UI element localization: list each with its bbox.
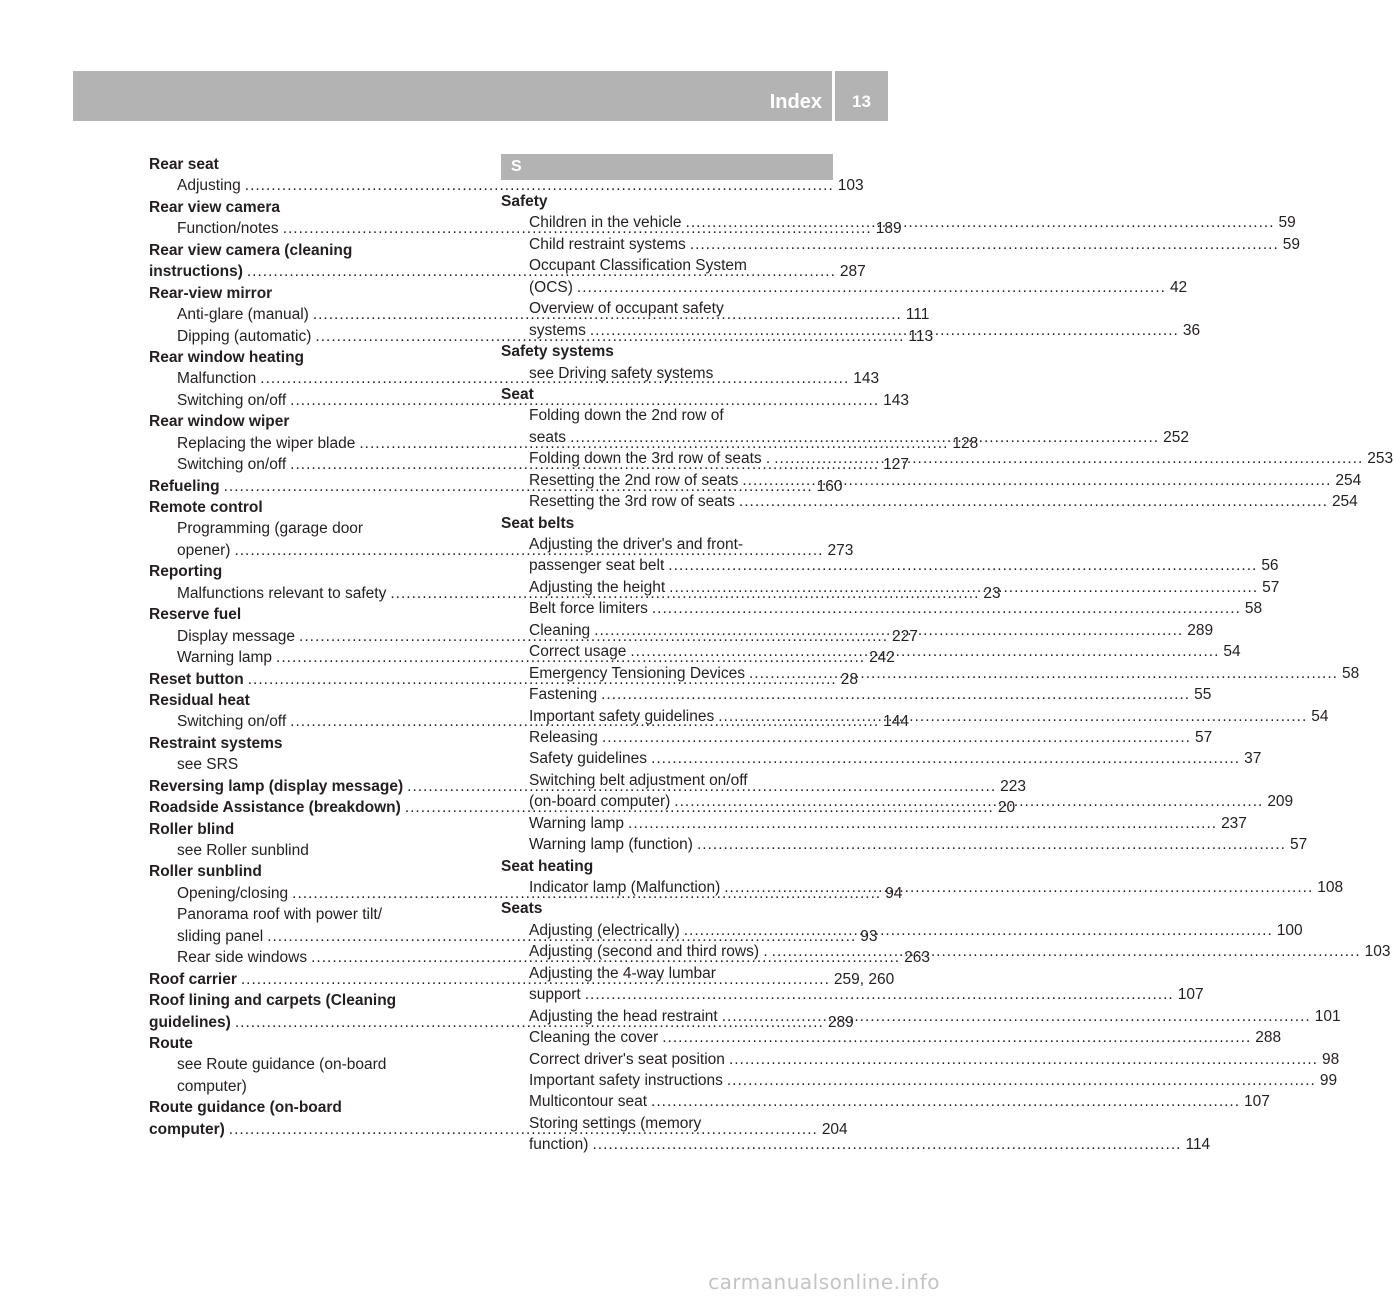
entry-text: support — [529, 986, 581, 1004]
section-letter: S — [511, 158, 522, 175]
entry-text: Occupant Classification System — [529, 257, 747, 275]
entry-text: Roller sunblind — [149, 863, 262, 881]
entry-text: Panorama roof with power tilt/ — [177, 906, 383, 924]
entry-text: Correct driver's seat position — [529, 1050, 725, 1068]
entry-text: Indicator lamp (Malfunction) — [529, 879, 721, 896]
leader-dots — [588, 1134, 1185, 1155]
index-subentry — [501, 813, 1247, 834]
entry-text: Function/notes — [177, 220, 279, 238]
entry-text: Remote control — [149, 499, 263, 516]
entry-text: Releasing — [529, 728, 598, 746]
page-reference: 127 — [883, 456, 910, 474]
entry-text: Warning lamp (function) — [529, 836, 693, 854]
page-reference: 58 — [1244, 600, 1263, 618]
leader-dots — [714, 706, 1311, 727]
entry-text: Dipping (automatic) — [177, 327, 312, 345]
entry-text: Display message — [177, 627, 296, 645]
leader-dots — [670, 791, 1267, 812]
entry-text: function) — [529, 1136, 589, 1154]
index-heading — [149, 1097, 479, 1118]
entry-text: Adjusting (second and third rows) . — [529, 943, 768, 961]
index-subentry — [501, 1091, 1270, 1112]
entry-text: systems — [529, 321, 586, 339]
entry-text: Warning lamp — [529, 814, 625, 832]
page-reference: 56 — [1261, 557, 1279, 575]
index-subentry — [501, 277, 1188, 298]
entry-text: Emergency Tensioning Devices — [529, 664, 745, 682]
entry-text: Malfunctions relevant to safety — [177, 584, 387, 602]
entry-text: Anti-glare (manual) — [177, 306, 309, 324]
page-reference: 20 — [997, 799, 1016, 817]
page-reference: 55 — [1194, 686, 1212, 704]
index-heading — [149, 497, 479, 518]
index-subentry — [501, 405, 833, 426]
entry-text: Adjusting — [177, 177, 241, 195]
entry-text: Seat belts — [501, 514, 575, 532]
page-reference: 99 — [1319, 1071, 1338, 1089]
leader-dots — [768, 941, 1365, 962]
watermark: carmanualsonline.info — [708, 1270, 940, 1294]
leader-dots — [718, 1006, 1315, 1027]
entry-text: Refueling — [149, 477, 220, 495]
index-heading — [149, 347, 479, 368]
index-subentry — [501, 491, 1358, 512]
leader-dots — [745, 663, 1342, 684]
page-reference: 111 — [905, 306, 930, 324]
entry-text: Safety systems — [501, 343, 614, 361]
page-reference: 54 — [1311, 707, 1329, 725]
entry-text: Replacing the wiper blade — [177, 434, 356, 452]
entry-text: Rear view camera — [149, 198, 280, 216]
index-subentry — [149, 1054, 479, 1075]
entry-text: Route — [149, 1034, 193, 1052]
leader-dots — [664, 555, 1261, 576]
entry-text: (on-board computer) — [529, 793, 671, 811]
entry-text: Fastening — [529, 686, 598, 704]
page-reference: 107 — [1244, 1093, 1270, 1111]
page-number: 13 — [852, 92, 871, 111]
index-subentry — [501, 1134, 1211, 1155]
page-reference: 143 — [883, 391, 910, 409]
leader-dots — [723, 1070, 1320, 1091]
entry-text: Route guidance (on-board — [149, 1099, 342, 1117]
entry-text: Roller blind — [149, 820, 235, 838]
page-reference: 223 — [1000, 777, 1027, 795]
entry-text: Rear window heating — [149, 348, 305, 366]
page-reference: 57 — [1262, 578, 1280, 596]
leader-dots — [725, 1049, 1322, 1070]
entry-text: Child restraint systems — [529, 235, 686, 253]
entry-text: see Route guidance (on-board — [177, 1056, 387, 1074]
entry-text: Storing settings (memory — [529, 1114, 702, 1132]
entry-text: Cleaning the cover — [529, 1029, 659, 1047]
index-subentry — [149, 754, 479, 775]
entry-text: Rear side windows — [177, 949, 308, 967]
entry-text: Roof carrier — [149, 970, 237, 988]
page-reference: 227 — [892, 627, 918, 645]
page-reference: 103 — [1364, 943, 1391, 961]
page-reference: 143 — [853, 370, 880, 388]
index-subentry — [501, 1049, 1340, 1070]
entry-text: guidelines) — [149, 1013, 231, 1031]
entry-text: see Roller sunblind — [177, 842, 309, 859]
index-subentry — [501, 684, 1212, 705]
index-subentry — [149, 904, 479, 925]
page-reference: 209 — [1267, 793, 1294, 811]
page-reference: 160 — [816, 477, 843, 495]
index-subentry — [501, 984, 1204, 1005]
page-reference: 273 — [827, 541, 854, 559]
leader-dots — [648, 598, 1245, 619]
entry-text: passenger seat belt — [529, 557, 665, 575]
entry-text: Multicontour seat — [529, 1093, 648, 1111]
index-heading — [501, 513, 833, 534]
leader-dots — [658, 1027, 1255, 1048]
index-heading — [501, 191, 833, 212]
leader-dots — [738, 470, 1335, 491]
page-reference: 113 — [908, 327, 934, 345]
entry-text: Malfunction — [177, 370, 257, 388]
index-heading — [149, 819, 479, 840]
page-reference: 289 — [1187, 621, 1214, 639]
entry-text: Reserve fuel — [149, 606, 242, 624]
index-heading — [501, 898, 833, 919]
page-reference: 58 — [1341, 664, 1360, 682]
index-heading — [149, 604, 479, 625]
entry-text: Programming (garage door — [177, 520, 364, 538]
entry-text: Seats — [501, 900, 543, 918]
index-subentry — [149, 518, 479, 539]
entry-text: Adjusting the 4-way lumbar — [529, 964, 716, 982]
page-reference: 144 — [883, 713, 910, 731]
header-bar — [73, 71, 888, 121]
index-heading — [149, 154, 479, 175]
index-subentry — [149, 840, 479, 861]
leader-dots — [693, 834, 1290, 855]
index-heading — [149, 240, 479, 261]
index-subentry — [501, 1070, 1338, 1091]
entry-text: Safety guidelines — [529, 750, 648, 768]
entry-text: Roof lining and carpets (Cleaning — [149, 992, 397, 1010]
index-subentry — [501, 727, 1213, 748]
index-heading — [149, 861, 479, 882]
index-subentry — [501, 234, 1301, 255]
leader-dots — [598, 727, 1195, 748]
index-subentry — [149, 1076, 479, 1097]
entry-text: Important safety guidelines — [529, 707, 715, 725]
leader-dots — [680, 920, 1277, 941]
leader-dots — [682, 212, 1279, 233]
page-reference: 59 — [1282, 235, 1301, 253]
page-reference: 114 — [1185, 1136, 1211, 1154]
page-reference: 54 — [1223, 643, 1241, 661]
entry-text: Adjusting the head restraint — [529, 1007, 718, 1025]
entry-text: Adjusting the height — [529, 578, 666, 596]
index-subentry — [501, 298, 833, 319]
entry-text: Adjusting (electrically) — [529, 921, 680, 939]
entry-text: sliding panel — [177, 927, 264, 945]
page-reference: 252 — [1163, 428, 1189, 446]
entry-text: Restraint systems — [149, 734, 283, 752]
index-subentry — [501, 791, 1294, 812]
page-reference: 263 — [904, 949, 930, 967]
page-reference: 128 — [952, 434, 979, 452]
entry-text: computer) — [149, 1120, 225, 1138]
page-reference: 204 — [821, 1120, 848, 1138]
leader-dots — [566, 427, 1163, 448]
page-reference: 36 — [1182, 321, 1201, 339]
entry-text: computer) — [177, 1077, 247, 1095]
entry-text: Important safety instructions — [529, 1071, 723, 1089]
entry-text: Seat — [501, 385, 534, 403]
page-reference: 28 — [840, 670, 858, 688]
leader-dots — [770, 448, 1367, 469]
index-subentry — [501, 555, 1279, 576]
page-reference: 59 — [1278, 214, 1296, 232]
index-heading — [149, 283, 479, 304]
page-reference: 23 — [983, 584, 1001, 602]
entry-text: Children in the vehicle — [529, 214, 682, 232]
leader-dots — [665, 577, 1262, 598]
index-subentry — [501, 770, 833, 791]
index-heading — [149, 411, 479, 432]
page-reference: 94 — [885, 884, 903, 902]
index-subentry — [501, 598, 1263, 619]
entry-text: Switching on/off — [177, 391, 287, 409]
entry-text: Folding down the 2nd row of — [529, 407, 724, 425]
entry-text: Opening/closing — [177, 884, 289, 902]
page-reference: 101 — [1314, 1007, 1341, 1025]
page-reference: 242 — [869, 649, 895, 667]
leader-dots — [573, 277, 1170, 298]
page-reference: 57 — [1289, 836, 1308, 854]
entry-text: Adjusting the driver's and front- — [529, 536, 744, 553]
index-heading — [149, 197, 479, 218]
page-reference: 254 — [1331, 493, 1358, 511]
entry-text: opener) — [177, 541, 231, 559]
entry-text: instructions) — [149, 263, 243, 281]
index-heading — [149, 561, 479, 582]
leader-dots — [647, 1091, 1244, 1112]
entry-text: Seat heating — [501, 857, 594, 875]
index-heading — [501, 856, 833, 877]
entry-text: Switching belt adjustment on/off — [529, 771, 748, 789]
index-subentry — [501, 534, 833, 555]
entry-text: Resetting the 3rd row of seats — [529, 493, 735, 511]
entry-text: Roadside Assistance (breakdown) — [149, 799, 401, 817]
entry-text: Switching on/off — [177, 456, 287, 474]
entry-text: (OCS) — [529, 278, 573, 296]
index-heading — [149, 990, 479, 1011]
index-heading — [149, 690, 479, 711]
leader-dots — [624, 813, 1221, 834]
entry-text: see Driving safety systems — [529, 364, 714, 382]
entry-text: Residual heat — [149, 691, 250, 709]
entry-text: Rear-view mirror — [149, 284, 273, 302]
entry-text: Switching on/off — [177, 713, 287, 731]
page-reference: 289 — [827, 1013, 854, 1031]
leader-dots — [735, 491, 1332, 512]
entry-text: Cleaning — [529, 621, 591, 639]
entry-text: Correct usage — [529, 643, 627, 661]
index-heading — [501, 384, 833, 405]
index-subentry — [501, 1113, 833, 1134]
entry-text: Overview of occupant safety — [529, 300, 724, 318]
leader-dots — [647, 748, 1244, 769]
index-heading — [149, 1033, 479, 1054]
index-subentry — [501, 963, 833, 984]
leader-dots — [626, 641, 1223, 662]
leader-dots — [590, 620, 1187, 641]
page-reference: 287 — [839, 263, 866, 281]
index-subentry — [501, 255, 833, 276]
page-reference: 288 — [1255, 1029, 1282, 1047]
leader-dots — [686, 234, 1283, 255]
entry-text: seats — [529, 428, 567, 446]
page-reference: 253 — [1367, 450, 1393, 468]
page-reference: 254 — [1335, 471, 1362, 489]
index-subentry — [501, 1027, 1282, 1048]
page-reference: 100 — [1276, 921, 1303, 939]
leader-dots — [597, 684, 1194, 705]
page-reference: 42 — [1169, 278, 1188, 296]
page-reference: 98 — [1321, 1050, 1340, 1068]
page-reference: 93 — [860, 927, 878, 945]
entry-text: see SRS — [177, 756, 239, 774]
leader-dots — [581, 984, 1178, 1005]
leader-dots — [720, 877, 1317, 898]
entry-text: Rear view camera (cleaning — [149, 241, 353, 259]
entry-text: Reporting — [149, 563, 223, 581]
entry-text: Warning lamp — [177, 649, 273, 667]
index-subentry — [501, 363, 833, 384]
entry-text: Rear seat — [149, 156, 219, 173]
page-reference: 103 — [837, 177, 864, 195]
index-heading — [501, 341, 833, 362]
page-reference: 107 — [1177, 986, 1204, 1004]
entry-text: Belt force limiters — [529, 600, 648, 618]
entry-text: Rear window wiper — [149, 413, 290, 431]
page-reference: 237 — [1221, 814, 1247, 832]
page-reference: 108 — [1317, 879, 1344, 896]
page-reference: 57 — [1194, 728, 1213, 746]
index-subentry — [149, 175, 864, 196]
section-title: Index — [769, 91, 822, 113]
entry-text: Resetting the 2nd row of seats — [529, 471, 739, 489]
page-reference: 37 — [1244, 750, 1262, 768]
page-reference: 189 — [875, 220, 902, 238]
index-subentry — [501, 834, 1308, 855]
entry-text: Reset button — [149, 670, 244, 688]
entry-text: Reversing lamp (display message) — [149, 777, 404, 795]
index-heading — [149, 733, 479, 754]
page-reference: 259, 260 — [833, 970, 895, 988]
index-subentry — [501, 748, 1262, 769]
entry-text: Folding down the 3rd row of seats . — [529, 450, 771, 468]
section-letter-bar — [501, 154, 833, 180]
leader-dots — [586, 320, 1183, 341]
entry-text: Safety — [501, 193, 548, 210]
